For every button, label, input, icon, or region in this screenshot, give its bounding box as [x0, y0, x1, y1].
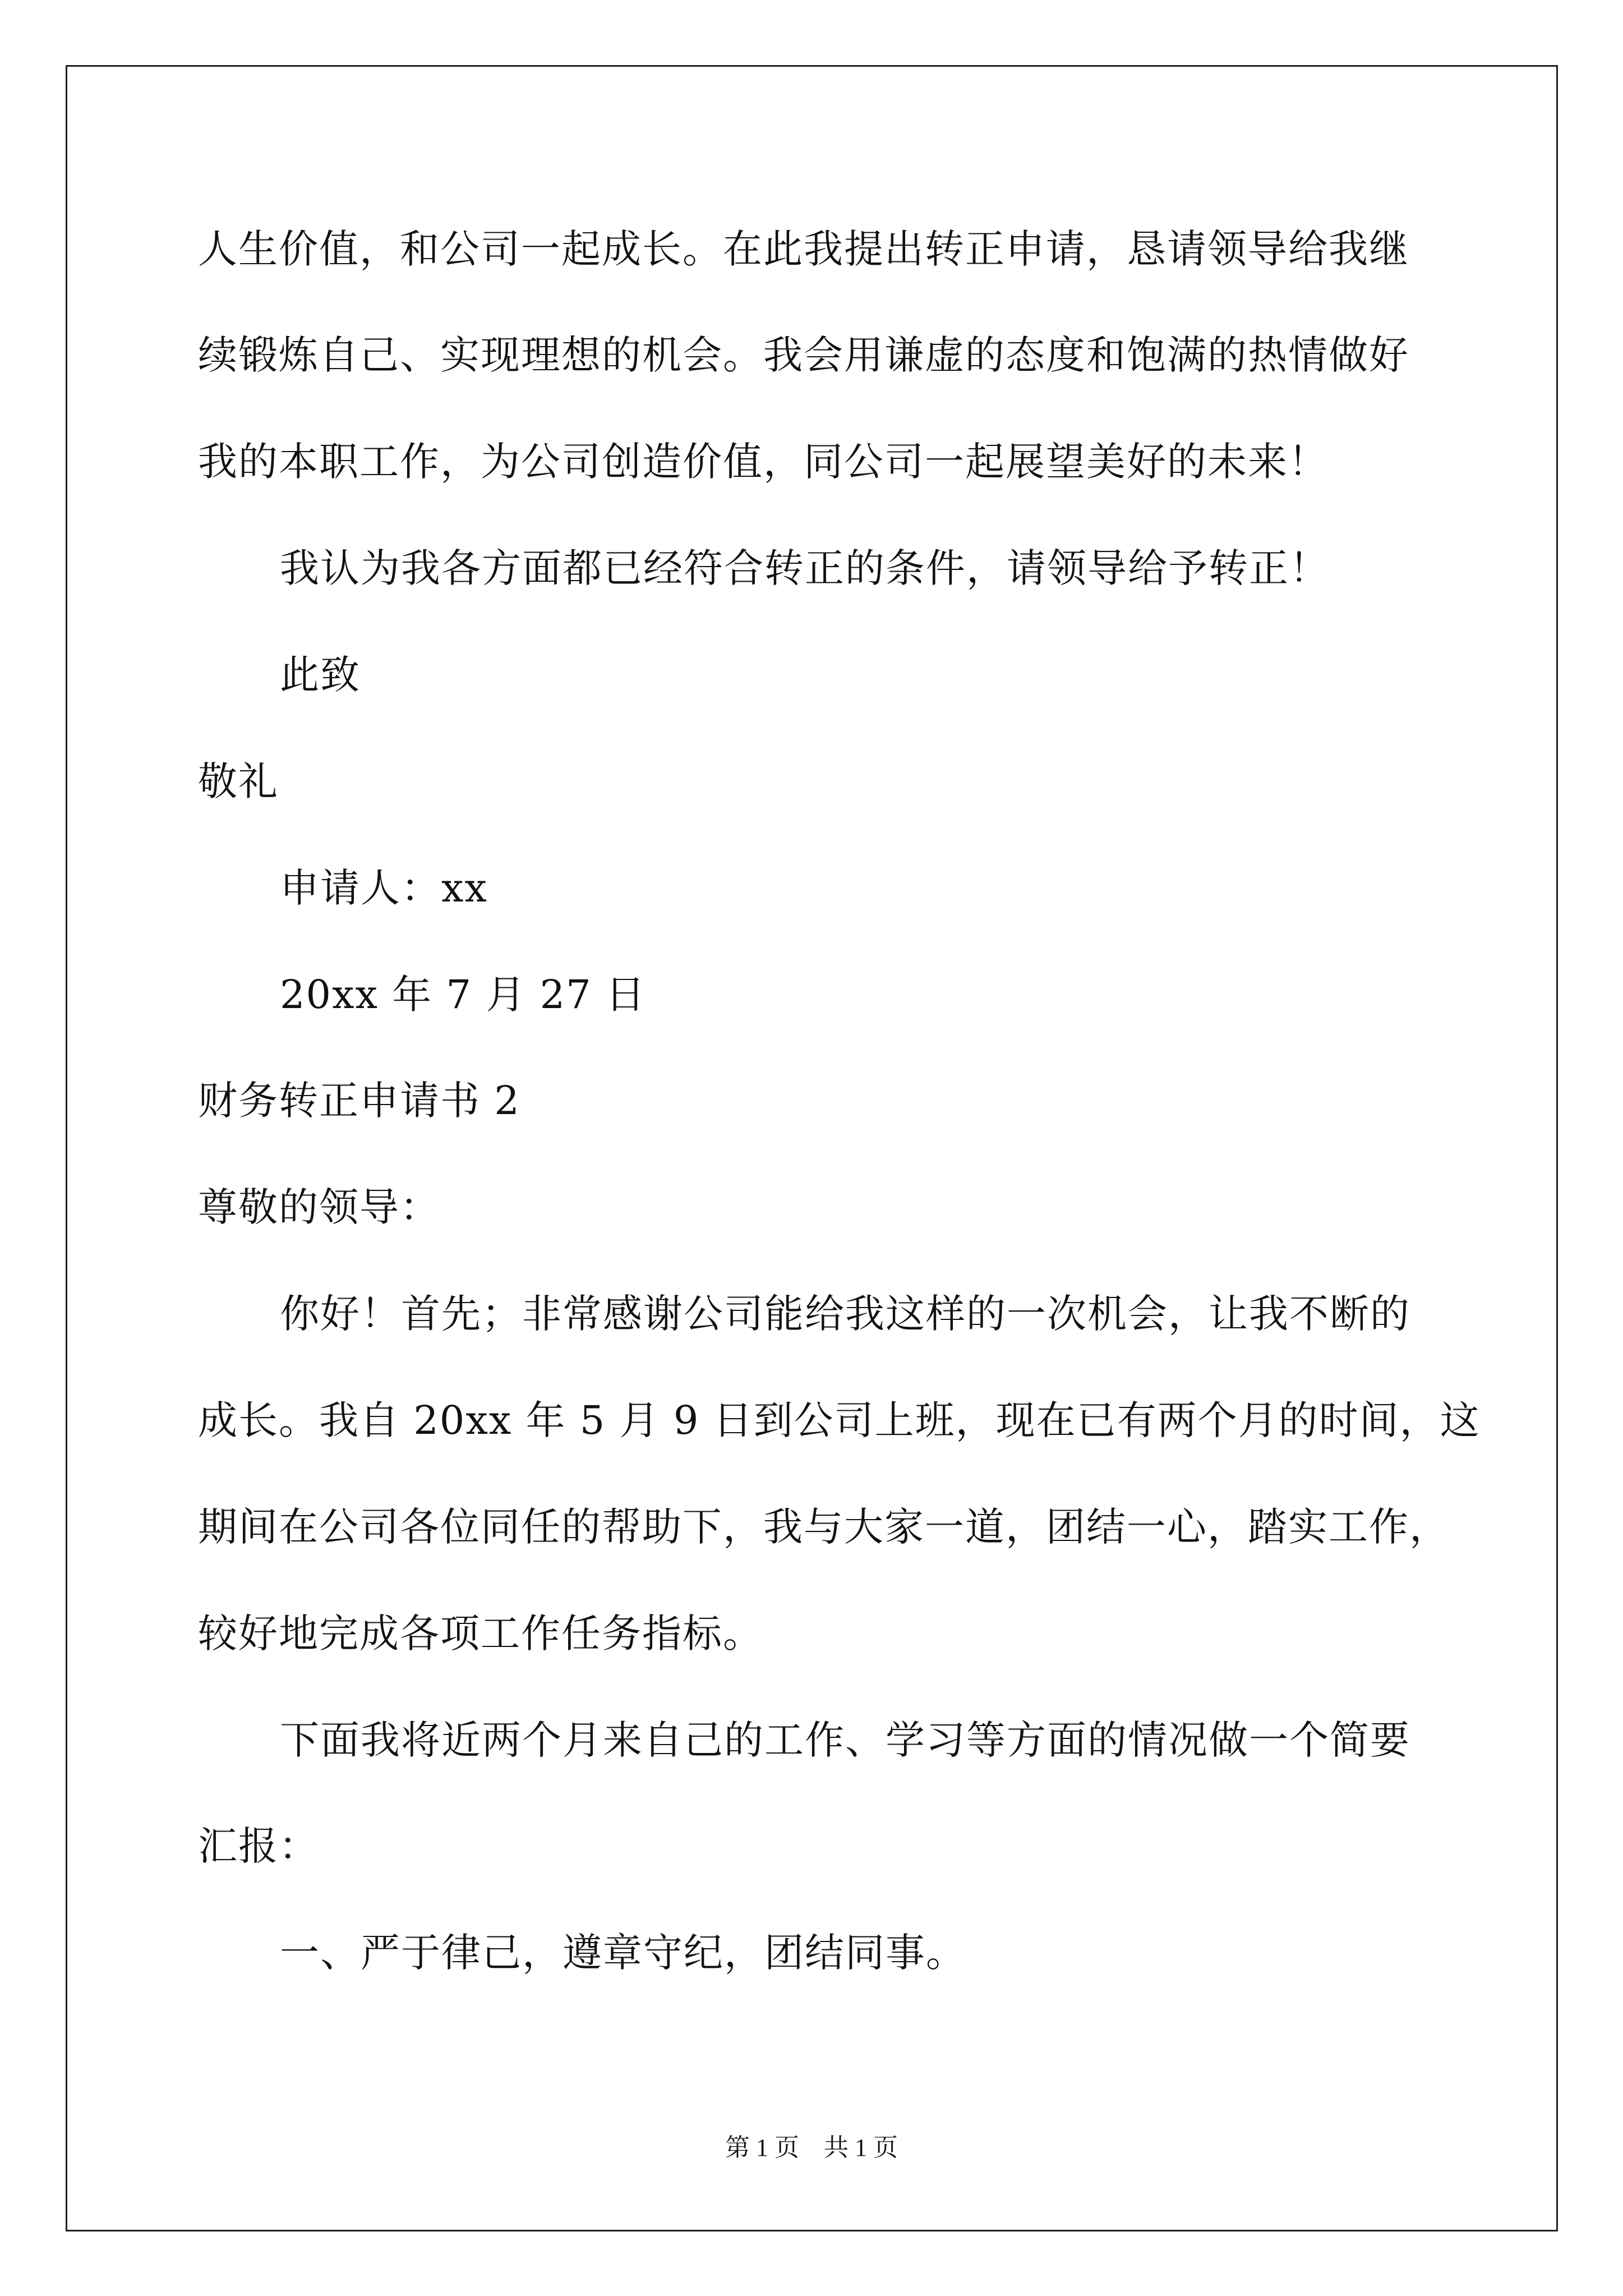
closing-regards: 敬礼 [198, 758, 279, 804]
applicant-signature: 申请人：xx [280, 865, 488, 911]
closing-salutation: 此致 [280, 652, 361, 698]
body-line-11: 你好！首先；非常感谢公司能给我这样的一次机会，让我不断的 [280, 1291, 1410, 1337]
body-line-3: 我的本职工作，为公司创造价值，同公司一起展望美好的未来！ [198, 439, 1329, 485]
body-line-14: 较好地完成各项工作任务指标。 [198, 1611, 763, 1657]
body-line-1: 人生价值，和公司一起成长。在此我提出转正申请，恳请领导给我继 [198, 226, 1409, 272]
body-line-12: 成长。我自 20xx 年 5 月 9 日到公司上班，现在已有两个月的时间，这 [198, 1397, 1481, 1443]
greeting: 尊敬的领导： [198, 1184, 440, 1230]
list-item-1: 一、严于律己，遵章守纪，团结同事。 [280, 1930, 966, 1976]
page-border [66, 65, 1558, 2231]
body-line-4: 我认为我各方面都已经符合转正的条件，请领导给予转正！ [280, 545, 1330, 591]
body-line-13: 期间在公司各位同任的帮助下，我与大家一道，团结一心，踏实工作， [198, 1504, 1450, 1550]
body-line-2: 续锻炼自己、实现理想的机会。我会用谦虚的态度和饱满的热情做好 [198, 332, 1409, 378]
letter-date: 20xx 年 7 月 27 日 [280, 972, 646, 1018]
page-number-footer: 第 1 页 共 1 页 [725, 2134, 898, 2161]
body-line-16: 汇报： [198, 1823, 319, 1869]
body-line-15: 下面我将近两个月来自己的工作、学习等方面的情况做一个简要 [280, 1717, 1410, 1763]
section-title: 财务转正申请书 2 [198, 1078, 520, 1124]
